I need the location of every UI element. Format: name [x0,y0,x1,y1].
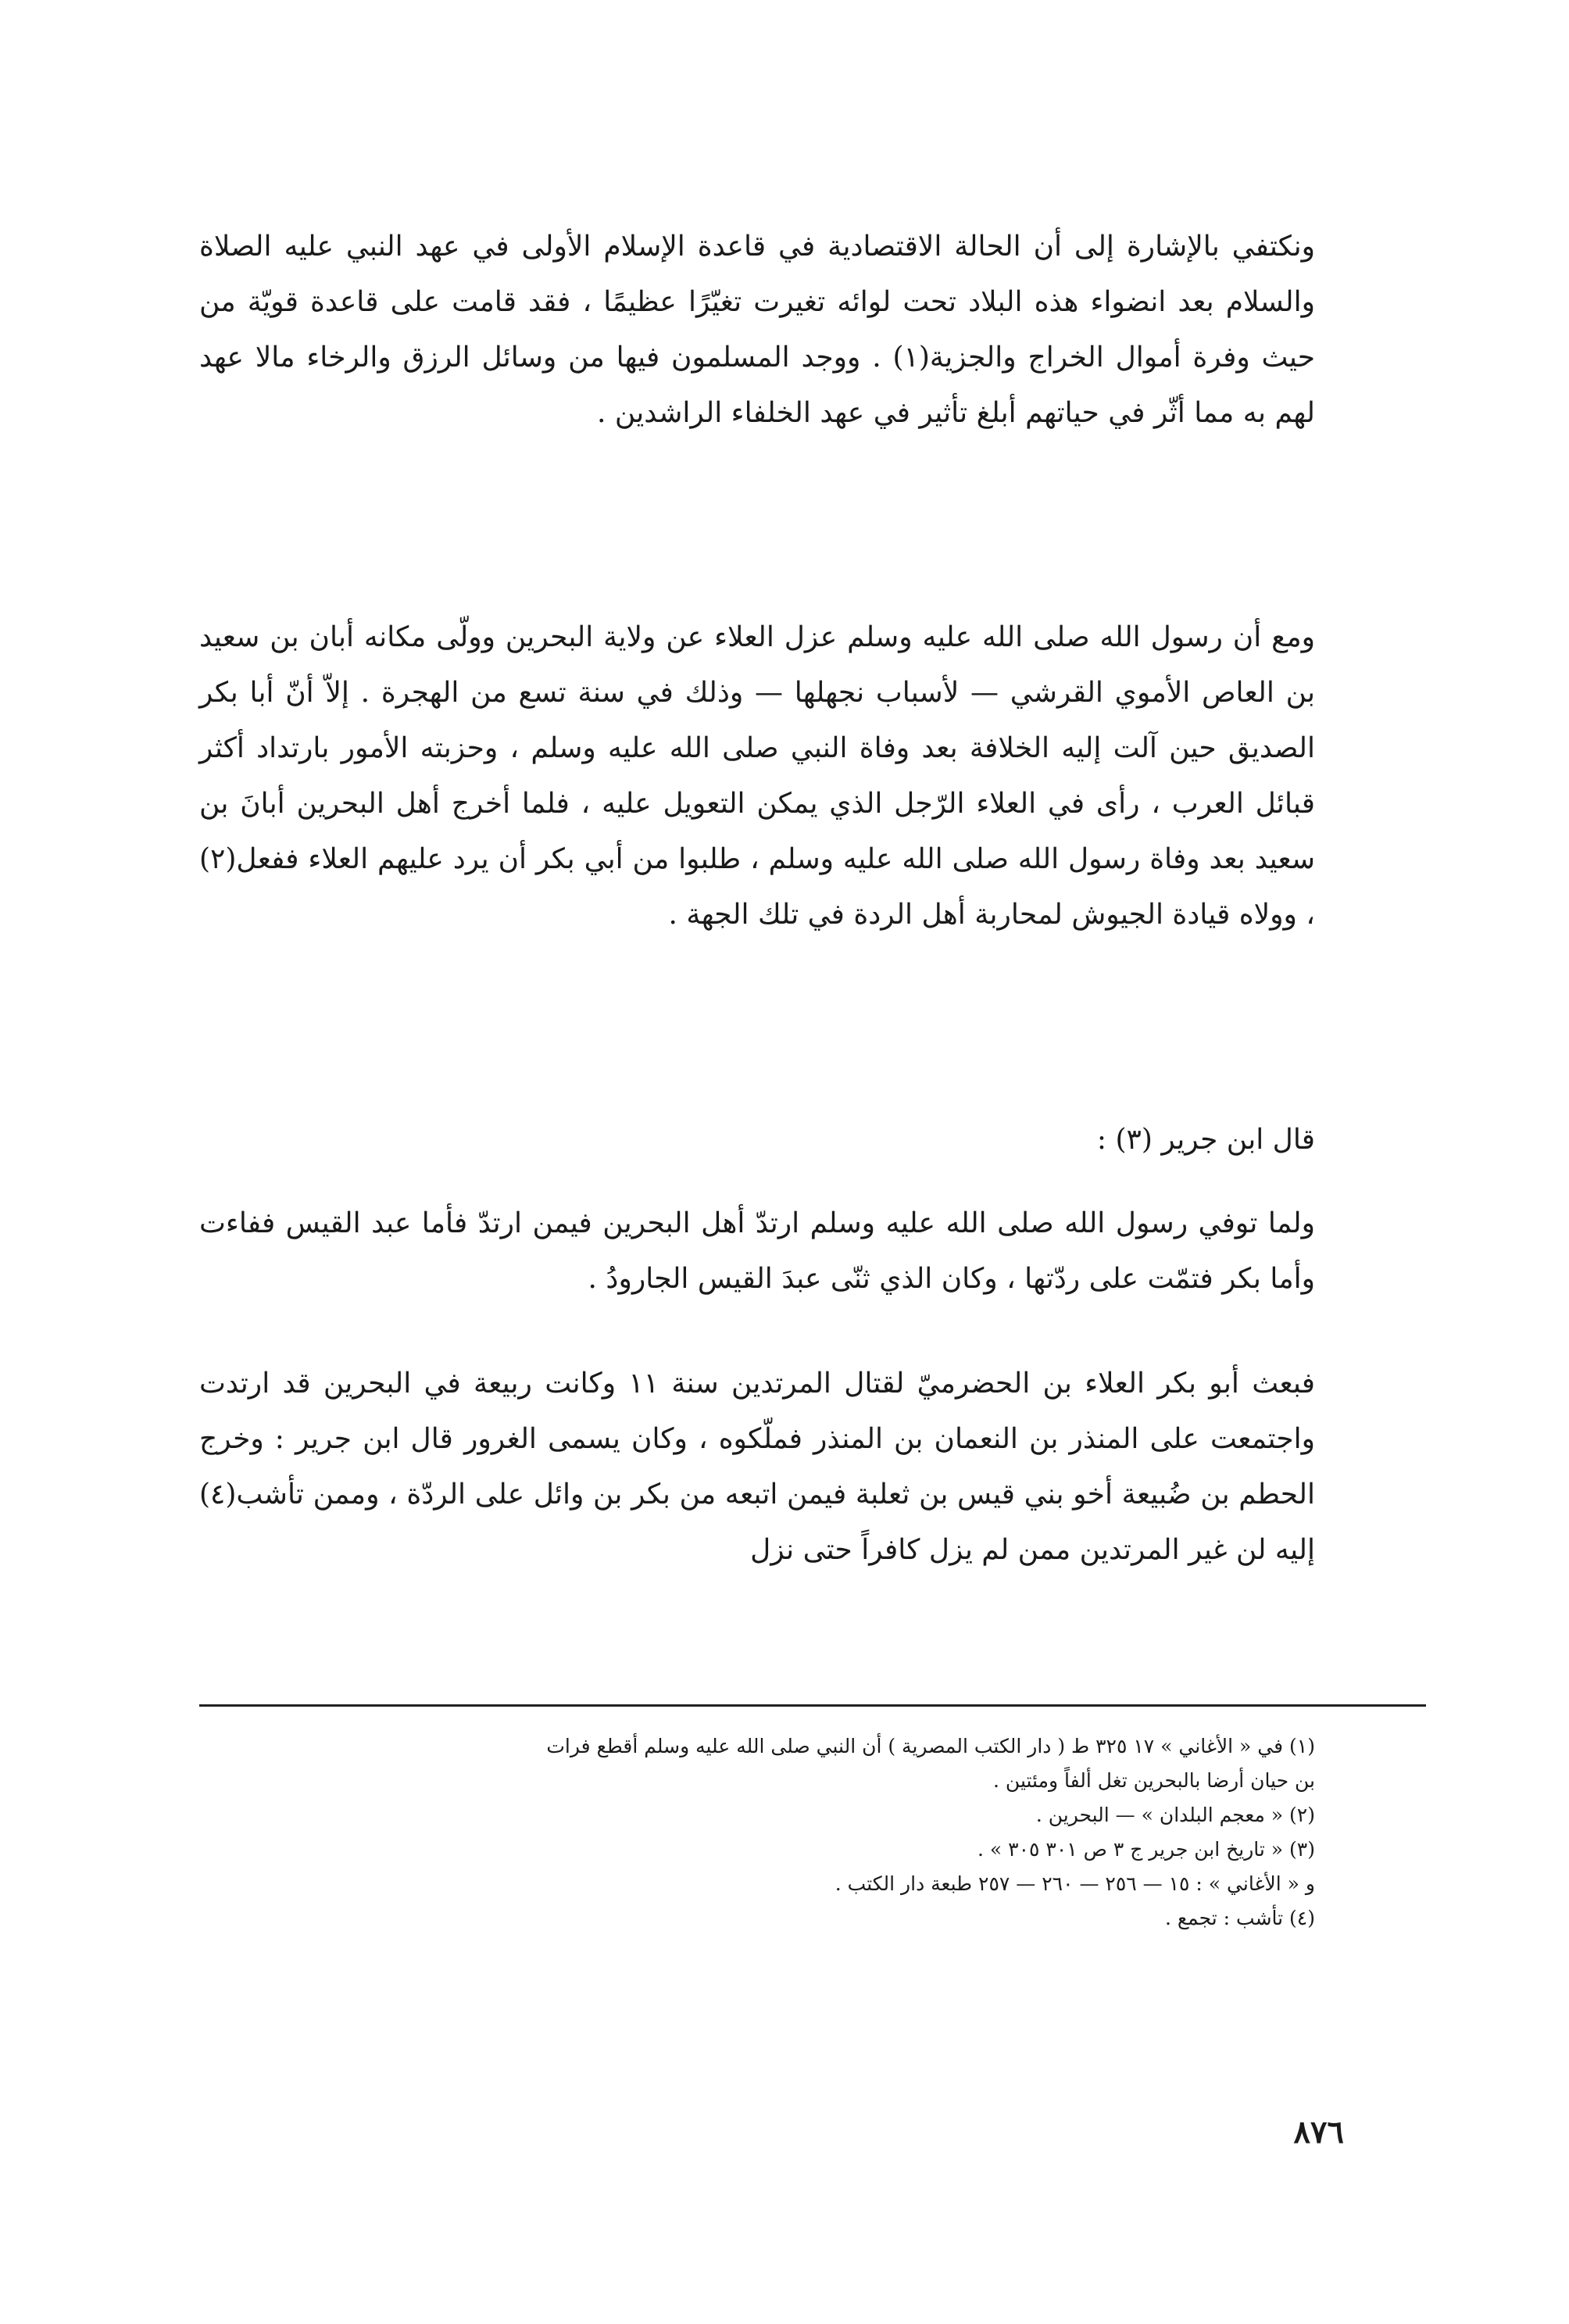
paragraph-text: ونكتفي بالإشارة إلى أن الحالة الاقتصادية في قاعدة الإسلام الأولى في عهد النبي عليه الصلاة والسلام بعد انضواء هذه البلاد تحت لوائه تغيرت تغيّرًا عظيمًا ، فقد قامت على قاعدة قويّة من حيث وفرة أموال الخراج والجزية(١) . ووجد المسلمون فيها من وسائل الرزق والرخاء مالا عهد لهم به مما أثّر في حياتهم أبلغ تأثير في عهد الخلفاء الراشدين . [199,231,1316,429]
page-number: ٨٧٦ [1293,2114,1344,2151]
footnote-line: بن حيان أرضا بالبحرين تغل ألفاً ومئتين . [993,1769,1315,1792]
footnote-line: (٢) « معجم البلدان » — البحرين . [1035,1804,1315,1826]
paragraph-text: ومع أن رسول الله صلى الله عليه وسلم عزل العلاء عن ولاية البحرين وولّى مكانه أبان بن سعيد بن العاص الأموي القرشي — لأسباب نجهلها — وذلك في سنة تسع من الهجرة . إلاّ أنّ أبا بكر الصديق حين آلت إليه الخلافة بعد وفاة النبي صلى الله عليه وسلم ، وحزبته الأمور بارتداد أكثر قبائل العرب ، رأى في العلاء الرّجل الذي يمكن التعويل عليه ، فلما أخرج أهل البحرين أبانَ بن سعيد بعد وفاة رسول الله صلى الله عليه وسلم ، طلبوا من أبي بكر أن يرد عليهم العلاء ففعل(٢) ، وولاه قيادة الجيوش لمحاربة أهل الردة في تلك الجهة . [199,621,1315,931]
paragraph-text: ولما توفي رسول الله صلى الله عليه وسلم ارتدّ أهل البحرين فيمن ارتدّ فأما عبد القيس ففاءت وأما بكر فتمّت على ردّتها ، وكان الذي ثنّى عبدَ القيس الجارودُ . [199,1207,1315,1295]
paragraph-quote [199,1196,1315,1307]
footnotes [199,1729,1315,1936]
paragraph-apostasy [199,1356,1315,1578]
paragraph-economy [199,219,1315,441]
footnote-line: (٤) تأشب : تجمع . [1164,1907,1315,1929]
paragraph-ala-appointment [199,610,1315,942]
quote-attribution [199,1112,1315,1167]
footnote-line: (١) في « الأغاني » ١٧ ٣٢٥ ط ( دار الكتب المصرية ) أن النبي صلى الله عليه وسلم أقطع فرات [546,1735,1315,1757]
footnote-line: و « الأغاني » : ١٥ — ٢٥٦ — ٢٦٠ — ٢٥٧ طبعة دار الكتب . [835,1872,1315,1895]
paragraph-text: قال ابن جرير (٣) : [1096,1124,1315,1156]
footnote-divider [199,1704,1426,1707]
footnote-line: (٣) « تاريخ ابن جرير ج ٣ ص ٣٠١ ٣٠٥ » . [977,1838,1315,1861]
paragraph-text: فبعث أبو بكر العلاء بن الحضرميّ لقتال المرتدين سنة ١١ وكانت ربيعة في البحرين قد ارتدت واجتمعت على المنذر بن النعمان بن المنذر فملّكوه ، وكان يسمى الغرور قال ابن جرير : وخرج الحطم بن ضُبيعة أخو بني قيس بن ثعلبة فيمن اتبعه من بكر بن وائل على الردّة ، وممن تأشب(٤) إليه لن غير المرتدين ممن لم يزل كافراً حتى نزل [199,1368,1315,1566]
